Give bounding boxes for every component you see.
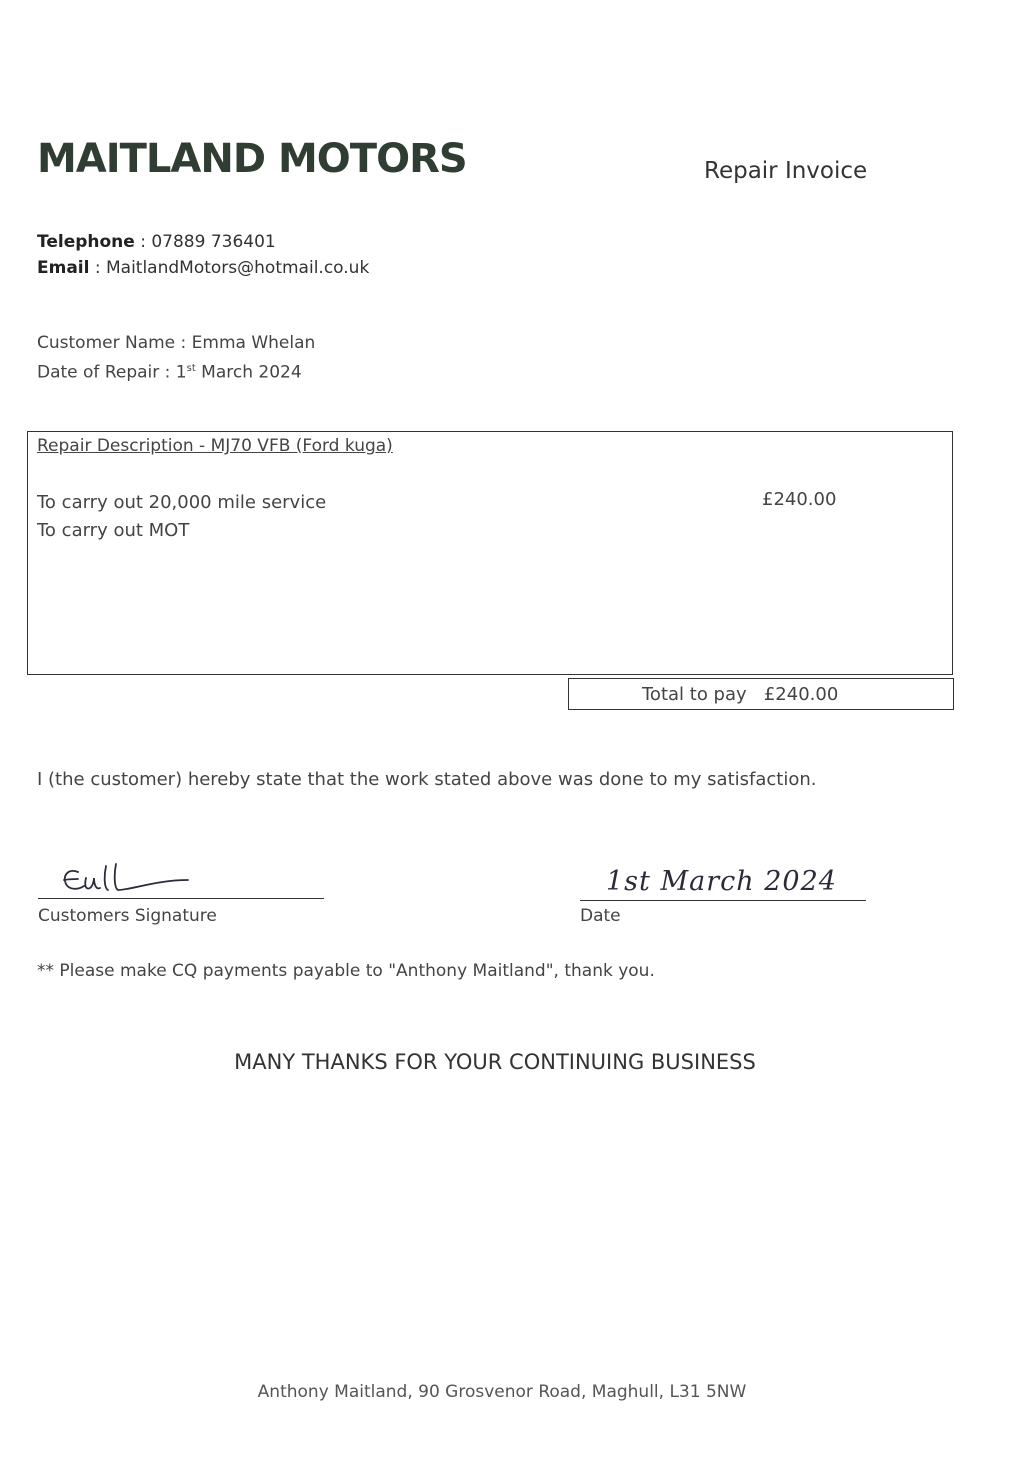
payment-note: ** Please make CQ payments payable to "Anthony Maitland", thank you. [37,961,655,981]
footer-address: Anthony Maitland, 90 Grosvenor Road, Maghull, L31 5NW [257,1382,747,1402]
document-type: Repair Invoice [704,158,868,184]
customer-signature-label: Customers Signature [38,906,217,926]
date-signature-line [580,900,866,901]
contact-details [37,229,369,281]
satisfaction-statement: I (the customer) hereby state that the work stated above was done to my satisfaction. [37,769,817,790]
repair-description-heading: Repair Description - MJ70 VFB (Ford kuga) [37,436,393,456]
telephone-value: : 07889 736401 [134,232,276,252]
company-name: MAITLAND MOTORS [37,136,467,182]
repair-description-box [27,431,953,675]
handwritten-date: 1st March 2024 [606,866,837,897]
repair-items [37,489,326,545]
thanks-message: MANY THANKS FOR YOUR CONTINUING BUSINESS [234,1050,756,1074]
repair-date-rest: March 2024 [195,362,302,383]
total-amount: £240.00 [763,684,839,705]
repair-amount: £240.00 [762,489,837,510]
telephone-row [37,229,369,255]
repair-date [37,356,315,386]
repair-item: To carry out 20,000 mile service [37,492,327,513]
email-row [37,255,369,281]
total-label: Total to pay [642,684,747,705]
telephone-label: Telephone [37,232,135,252]
customer-details [37,330,315,386]
email-value: : MaitlandMotors@hotmail.co.uk [89,258,370,278]
customer-signature-line [38,898,324,899]
customer-name: Customer Name : Emma Whelan [37,333,316,353]
repair-item: To carry out MOT [37,520,190,541]
date-label: Date [580,906,621,926]
email-label: Email [37,258,90,278]
total-line [642,684,838,705]
repair-date-prefix: Date of Repair : 1 [37,362,187,383]
repair-date-ordinal: st [186,363,196,374]
customer-signature [56,860,206,900]
